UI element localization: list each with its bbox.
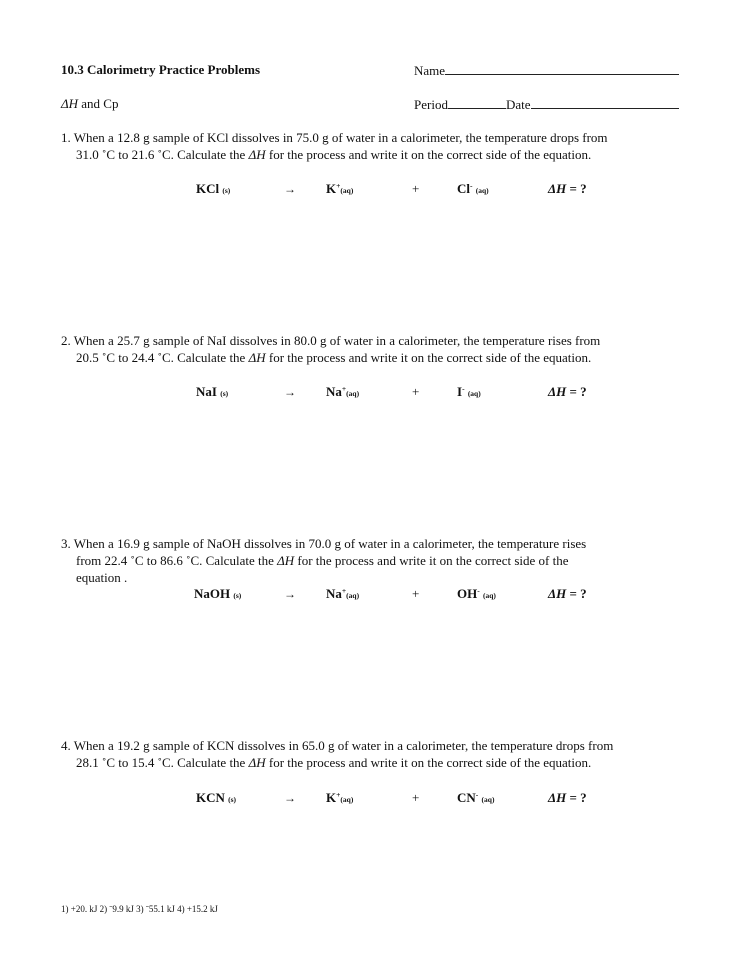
period-date-field [414,96,679,113]
arrow-icon: → [284,182,296,196]
problem-4-line2: 28.1 ˚C to 15.4 ˚C. Calculate the ΔH for the process and write it on the correct side of the equation. [76,755,592,770]
name-label: Name [414,63,446,78]
date-label: Date [505,97,531,112]
date-blank[interactable] [531,96,679,109]
delta-h-unknown: ΔH = ? [548,586,587,601]
delta-h-unknown: ΔH = ? [548,790,587,805]
product-1: Na+(aq) [326,586,360,601]
worksheet-title: 10.3 Calorimetry Practice Problems [61,62,261,77]
delta-h-unknown: ΔH = ? [548,384,587,399]
problem-3 [61,535,701,586]
reactant: NaI (s) [196,384,229,399]
arrow-icon: → [284,587,296,601]
period-blank[interactable] [448,96,506,109]
problem-2 [61,332,701,366]
problem-3-line3: equation . [76,570,128,585]
product-2: CN- (aq) [457,790,495,805]
product-1: K+(aq) [326,181,354,196]
reactant: KCN (s) [196,790,237,805]
delta-h-symbol: ΔH [61,96,79,111]
plus-sign: + [412,384,420,399]
product-1: Na+(aq) [326,384,360,399]
arrow-icon: → [284,791,296,805]
problem-1-line2: 31.0 ˚C to 21.6 ˚C. Calculate the ΔH for the process and write it on the correct side of the equation. [76,147,592,162]
reactant: KCl (s) [196,181,231,196]
problem-4 [61,737,701,771]
subtitle-text: and Cp [78,96,119,111]
product-1: K+(aq) [326,790,354,805]
arrow-icon: → [284,385,296,399]
plus-sign: + [412,586,420,601]
name-field[interactable] [414,62,679,79]
plus-sign: + [412,181,420,196]
problem-4-line1: 4. When a 19.2 g sample of KCN dissolves in 65.0 g of water in a calorimeter, the temperature drops from [61,738,614,753]
problem-2-line2: 20.5 ˚C to 24.4 ˚C. Calculate the ΔH for the process and write it on the correct side of the equation. [76,350,592,365]
answer-key: 1) +20. kJ 2) ˉ9.9 kJ 3) ˉ55.1 kJ 4) +15.2 kJ [61,904,218,914]
name-blank[interactable] [445,62,679,75]
problem-2-line1: 2. When a 25.7 g sample of NaI dissolves in 80.0 g of water in a calorimeter, the temperature rises from [61,333,601,348]
problem-3-line1: 3. When a 16.9 g sample of NaOH dissolves in 70.0 g of water in a calorimeter, the temperature rises [61,536,587,551]
product-2: Cl- (aq) [457,181,489,196]
plus-sign: + [412,790,420,805]
reactant: NaOH (s) [194,586,242,601]
period-label: Period [414,97,448,112]
problem-3-line2: from 22.4 ˚C to 86.6 ˚C. Calculate the ΔH for the process and write it on the correct side of the [76,553,569,568]
problem-1-line1: 1. When a 12.8 g sample of KCl dissolves in 75.0 g of water in a calorimeter, the temperature drops from [61,130,608,145]
product-2: OH- (aq) [457,586,496,601]
delta-h-unknown: ΔH = ? [548,181,587,196]
subtitle [61,96,118,112]
product-2: I- (aq) [457,384,481,399]
problem-1 [61,129,701,163]
